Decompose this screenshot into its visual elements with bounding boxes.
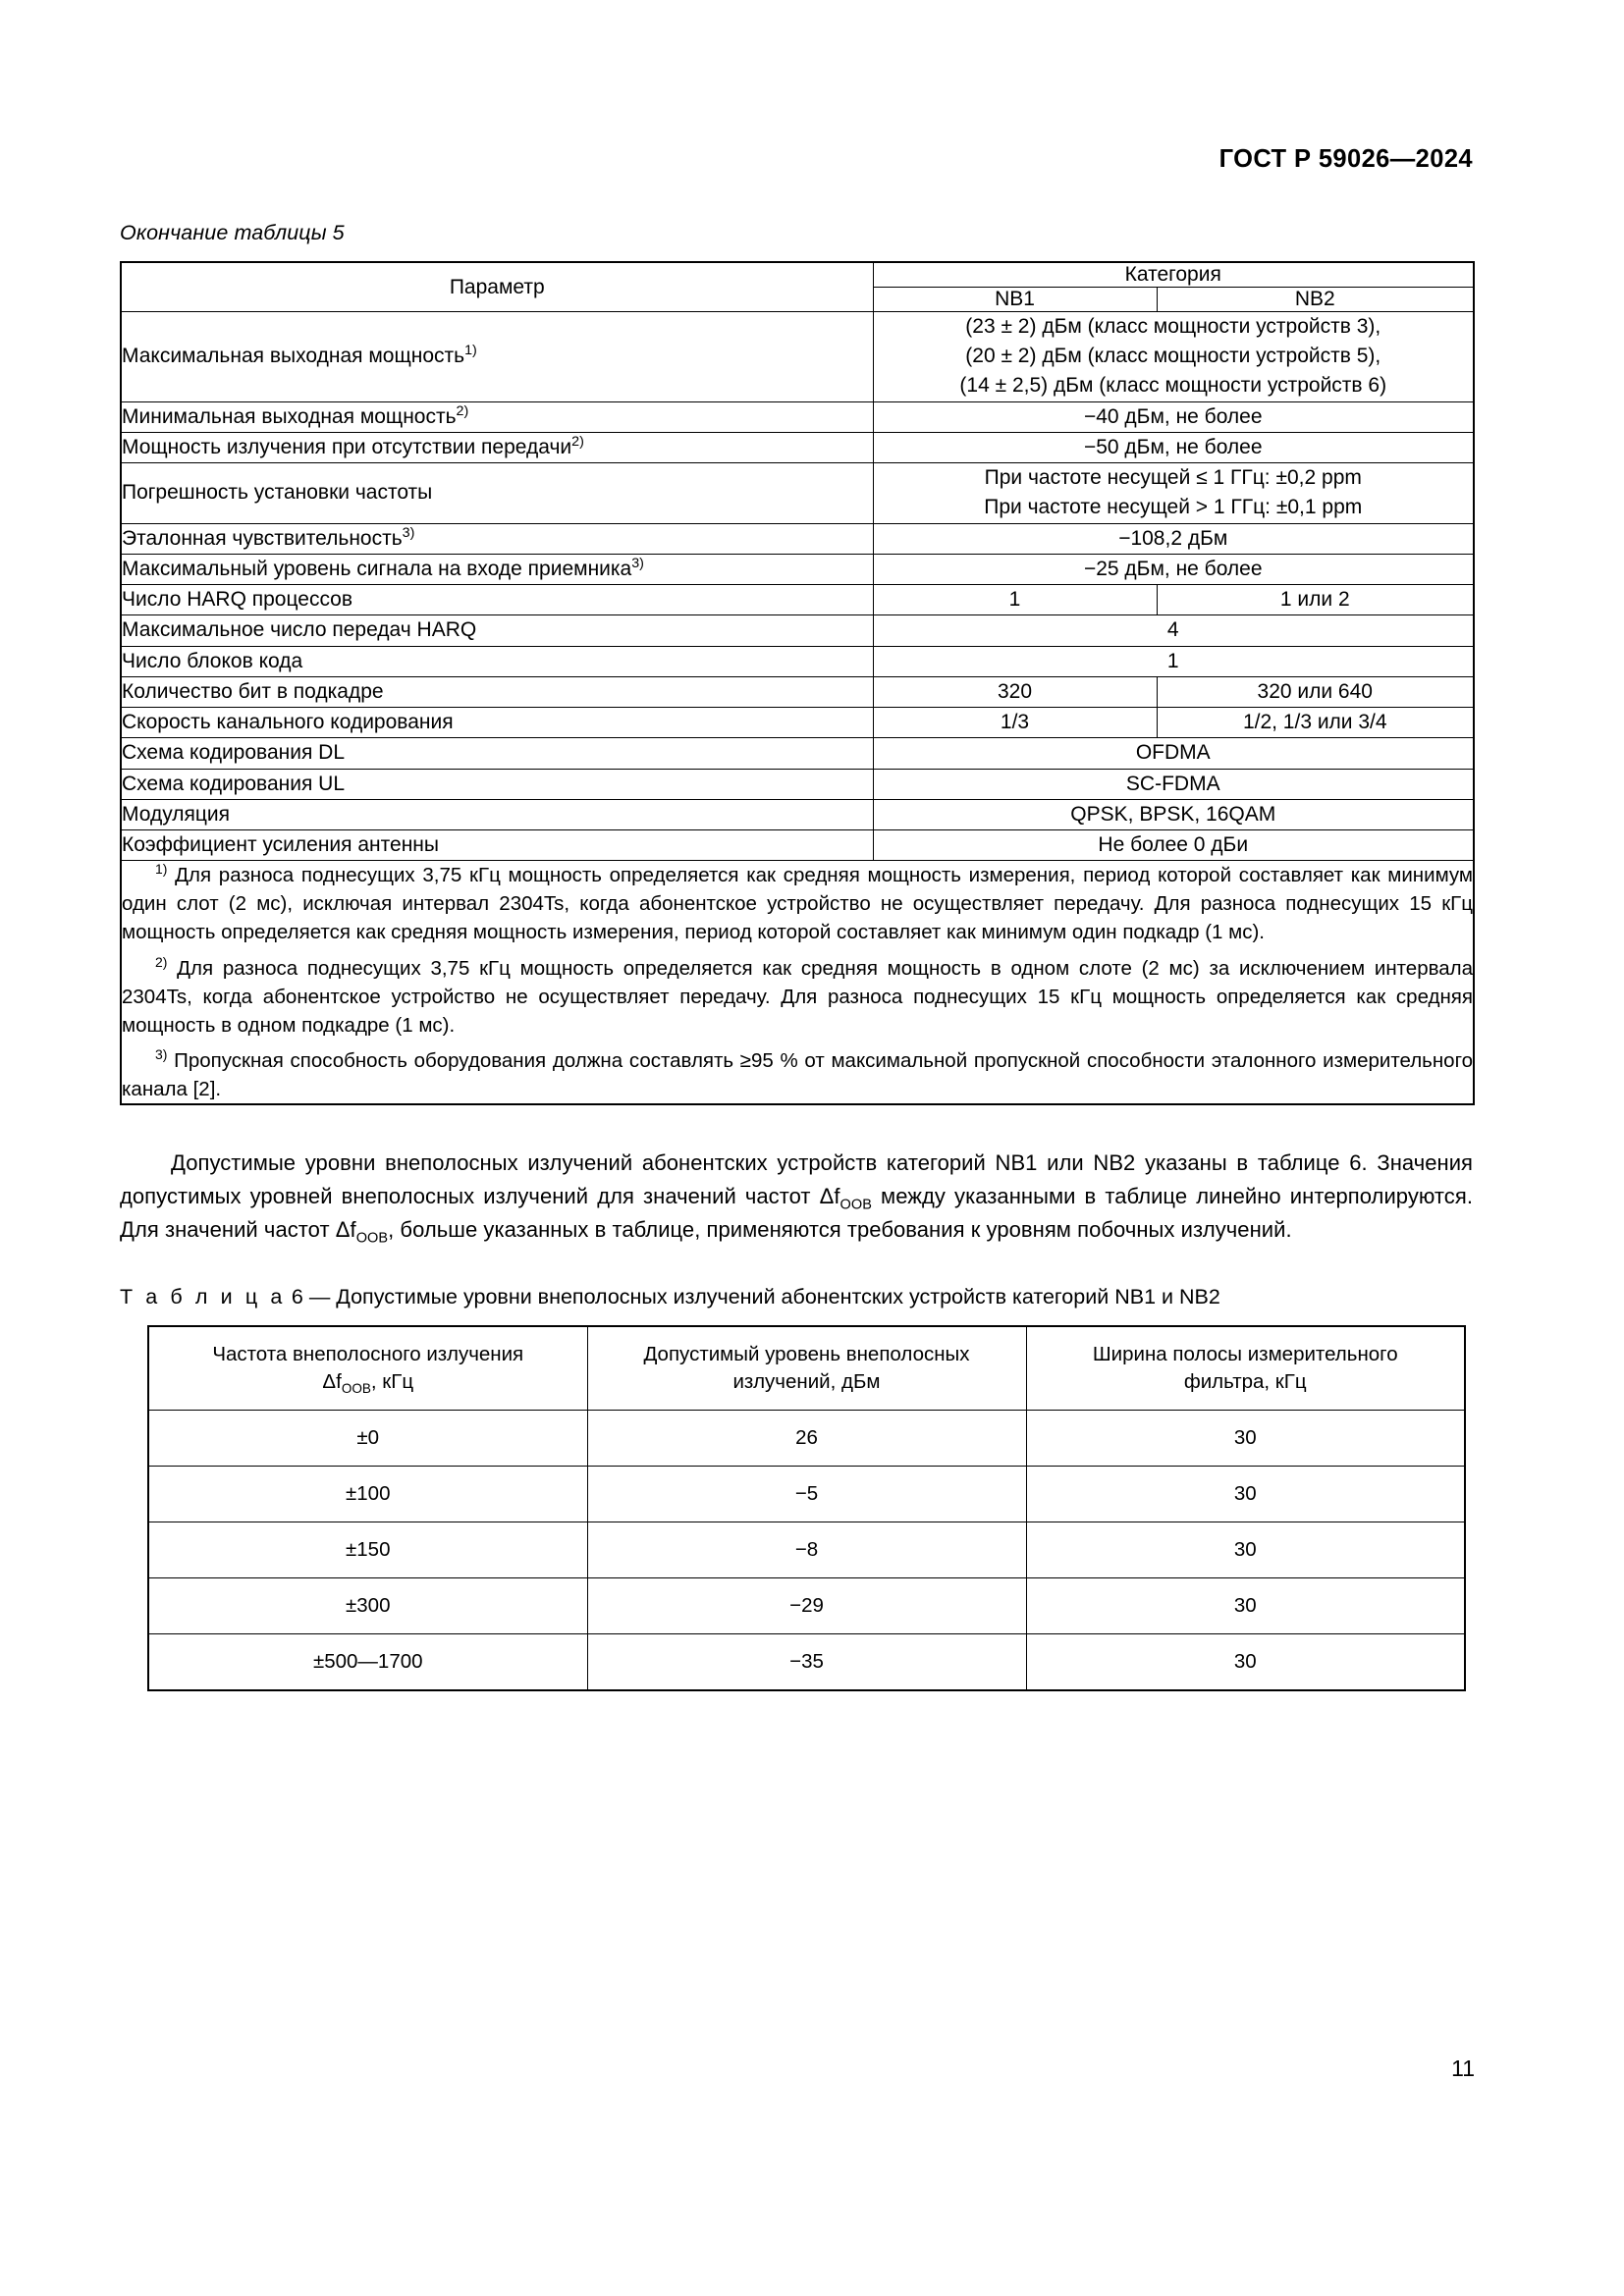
table-row <box>121 312 1474 402</box>
table5-value-line: (20 ± 2) дБм (класс мощности устройств 5), <box>965 345 1381 368</box>
table5-parameter-label: Максимальное число передач HARQ <box>122 618 477 642</box>
footnote <box>122 954 1473 1040</box>
body-paragraph-part1: Допустимые уровни внеполосных излучений абонентских устройств категорий NB1 или NB2 указаны в таблице 6. Значения допустимых уровней внеполосных излучений для значений частот <box>120 1150 1473 1208</box>
table5-value-line: SC-FDMA <box>1125 772 1220 795</box>
table5-value-line: (14 ± 2,5) дБм (класс мощности устройств 6) <box>959 374 1387 398</box>
delta-f-oob-header: $\Delta f_{OOB}$ <box>322 1370 371 1397</box>
table5-value-cell <box>873 523 1474 554</box>
table-row <box>121 738 1474 769</box>
table5-parameter-cell <box>121 312 873 402</box>
footnote-marker: 2) <box>456 402 469 419</box>
table5-value-cell <box>873 646 1474 676</box>
table5-header <box>121 262 1474 312</box>
footnote <box>122 861 1473 946</box>
body-paragraph-part2: между указанными в таблице линейно интерполируются. Для значений частот <box>120 1183 1473 1242</box>
table6-frequency-cell: ±300 <box>148 1578 587 1634</box>
table5-parameter-label: Эталонная чувствительность <box>122 526 403 550</box>
delta-f-oob-2: $\Delta f_{OOB}$ <box>335 1216 389 1247</box>
table5-parameter-label: Число HARQ процессов <box>122 588 353 612</box>
footnote-marker: 1) <box>464 343 477 359</box>
table-row <box>121 708 1474 738</box>
table6-caption-word: Т а б л и ц а <box>120 1284 286 1308</box>
footnote <box>122 1046 1473 1103</box>
table5-value-cell-nb1: 320 <box>873 676 1157 707</box>
table6-frequency-cell: ±500—1700 <box>148 1634 587 1691</box>
table6-level-cell: −8 <box>587 1522 1026 1578</box>
page-content <box>120 221 1473 1691</box>
footnote-text: Пропускная способность оборудования должна составлять ≥95 % от максимальной пропускной способности эталонного измерительного канала [2]. <box>122 1048 1474 1100</box>
table5-body <box>121 312 1474 861</box>
table5-value-line: −50 дБм, не более <box>1083 435 1263 458</box>
table5-parameter-label: Скорость канального кодирования <box>122 711 454 734</box>
table5-footnote-row <box>121 861 1474 1104</box>
table6-level-cell: −5 <box>587 1467 1026 1522</box>
table5-parameter-cell <box>121 738 873 769</box>
table6-header-frequency: Частота внеполосного излучения $\Delta f_{OOB}$, кГц <box>148 1326 587 1411</box>
table5-header-parameter: Параметр <box>121 262 873 312</box>
table5-parameter-label: Мощность излучения при отсутствии передачи <box>122 435 572 458</box>
table6-wrapper <box>147 1325 1464 1692</box>
table-row <box>121 463 1474 523</box>
footnote-marker: 3) <box>631 555 644 571</box>
table5-parameter-cell <box>121 676 873 707</box>
table5-parameter-cell <box>121 646 873 676</box>
table5-parameter-label: Количество бит в подкадре <box>122 679 384 703</box>
table5-parameter-label: Схема кодирования DL <box>122 741 346 765</box>
table5-value-cell <box>873 312 1474 402</box>
table5-value-cell <box>873 615 1474 646</box>
table5-value-cell <box>873 769 1474 799</box>
body-paragraph-part3: , больше указанных в таблице, применяются требования к уровням побочных излучений. <box>388 1216 1292 1242</box>
table6-bandwidth-cell: 30 <box>1026 1634 1465 1691</box>
table6-caption-dash: — <box>308 1284 331 1308</box>
table-row <box>121 554 1474 584</box>
footnote-text: Для разноса поднесущих 3,75 кГц мощность определяется как средняя мощность измерения, период которой составляет как минимум один слот (2 мс), исключая интервал 2304Ts, когда абонентское устройство не осуществляет передачу. Для разноса поднесущих 15 кГц мощность определяется как средняя мощность измерения, период которой составляет как минимум один подкадр (1 мс). <box>122 864 1474 944</box>
table6-frequency-cell: ±150 <box>148 1522 587 1578</box>
table5-value-line: −108,2 дБм <box>1118 526 1228 550</box>
table6-header-bandwidth: Ширина полосы измерительного фильтра, кГц <box>1026 1326 1465 1411</box>
table5-parameter-label: Минимальная выходная мощность <box>122 404 457 428</box>
table5-value-cell <box>873 738 1474 769</box>
table5-value-cell-nb1: 1/3 <box>873 708 1157 738</box>
table6-header-level: Допустимый уровень внеполосных излучений, дБм <box>587 1326 1026 1411</box>
table-row <box>121 646 1474 676</box>
table5-parameter-cell <box>121 615 873 646</box>
table5-value-cell <box>873 554 1474 584</box>
table5-parameter-label: Схема кодирования UL <box>122 772 346 795</box>
table6-bandwidth-cell: 30 <box>1026 1411 1465 1467</box>
table6-frequency-cell: ±0 <box>148 1411 587 1467</box>
table-row <box>121 799 1474 829</box>
table5-header-nb1: NB1 <box>873 288 1157 312</box>
table5-parameter-cell <box>121 585 873 615</box>
table-row <box>148 1634 1465 1691</box>
table5-parameter-cell <box>121 463 873 523</box>
table5-parameter-label: Погрешность установки частоты <box>122 481 433 505</box>
table5-parameter-cell <box>121 432 873 462</box>
table6-level-cell: 26 <box>587 1411 1026 1467</box>
table5-parameter-label: Максимальная выходная мощность <box>122 345 465 368</box>
table5-header-category: Категория <box>873 262 1474 288</box>
table-row <box>121 829 1474 860</box>
table5-value-cell <box>873 401 1474 432</box>
table5-parameter-cell <box>121 401 873 432</box>
table5-parameter-label: Число блоков кода <box>122 649 303 672</box>
table5-parameter-label: Максимальный уровень сигнала на входе приемника <box>122 557 632 580</box>
table5-parameter-cell <box>121 829 873 860</box>
running-header-standard-id: ГОСТ Р 59026—2024 <box>1218 145 1473 173</box>
table5-value-cell-nb2: 1/2, 1/3 или 3/4 <box>1157 708 1474 738</box>
table5-value-line: Не более 0 дБи <box>1098 832 1249 856</box>
table6-level-cell: −29 <box>587 1578 1026 1634</box>
table5-value-cell <box>873 829 1474 860</box>
table-row <box>121 676 1474 707</box>
footnote-marker: 1) <box>155 861 168 878</box>
table5-value-cell <box>873 799 1474 829</box>
table5-value-line: −40 дБм, не более <box>1083 404 1263 428</box>
page-number: 11 <box>1451 2056 1475 2081</box>
table5-footnote-cell <box>121 861 1474 1104</box>
footnote-marker: 2) <box>571 433 584 450</box>
table5-value-cell-nb2: 1 или 2 <box>1157 585 1474 615</box>
table5-parameter-cell <box>121 708 873 738</box>
table-row <box>148 1578 1465 1634</box>
table5-value-cell <box>873 432 1474 462</box>
table5-footnotes <box>121 861 1474 1104</box>
table6-level-cell: −35 <box>587 1634 1026 1691</box>
table-row <box>121 401 1474 432</box>
table5-parameter-cell <box>121 523 873 554</box>
table5-header-nb2: NB2 <box>1157 288 1474 312</box>
table6-body <box>148 1411 1465 1691</box>
table5-parameter-cell <box>121 769 873 799</box>
table5-value-line: При частоте несущей > 1 ГГц: ±0,1 ppm <box>984 496 1363 519</box>
table5-value-line: QPSK, BPSK, 16QAM <box>1070 802 1276 826</box>
table5-continued-caption: Окончание таблицы 5 <box>120 221 345 244</box>
table6-bandwidth-cell: 30 <box>1026 1522 1465 1578</box>
table6-caption <box>120 1282 1473 1311</box>
table6-header <box>148 1326 1465 1411</box>
table5-value-line: 1 <box>1166 649 1179 672</box>
table5-value-line: OFDMA <box>1135 741 1211 765</box>
table-row <box>121 769 1474 799</box>
table5-value-cell-nb2: 320 или 640 <box>1157 676 1474 707</box>
table5-value-cell <box>873 463 1474 523</box>
table6-caption-text: Допустимые уровни внеполосных излучений абонентских устройств категорий NB1 и NB2 <box>336 1284 1220 1308</box>
table6-bandwidth-cell: 30 <box>1026 1578 1465 1634</box>
table6-caption-number: 6 <box>291 1284 303 1308</box>
body-paragraph <box>120 1147 1473 1247</box>
delta-f-oob-1: $\Delta f_{OOB}$ <box>819 1183 872 1213</box>
table-row <box>121 615 1474 646</box>
table5-parameter-label: Модуляция <box>122 802 230 826</box>
table5-parameter-label: Коэффициент усиления антенны <box>122 833 439 857</box>
table6-frequency-cell: ±100 <box>148 1467 587 1522</box>
table-row <box>121 523 1474 554</box>
table-row <box>121 432 1474 462</box>
table5-parameter-cell <box>121 554 873 584</box>
table-6 <box>147 1325 1466 1692</box>
table5-value-cell-nb1: 1 <box>873 585 1157 615</box>
footnote-marker: 3) <box>402 524 415 541</box>
table5-value-line: (23 ± 2) дБм (класс мощности устройств 3), <box>965 315 1381 338</box>
footnote-marker: 2) <box>155 953 168 970</box>
table6-header-row <box>148 1326 1465 1411</box>
table6-bandwidth-cell: 30 <box>1026 1467 1465 1522</box>
table5-value-line: −25 дБм, не более <box>1083 557 1263 580</box>
table5-header-row-1 <box>121 262 1474 288</box>
table5-value-line: При частоте несущей ≤ 1 ГГц: ±0,2 ppm <box>984 466 1362 490</box>
table-row <box>121 585 1474 615</box>
table-row <box>148 1522 1465 1578</box>
table-5 <box>120 261 1475 1105</box>
table-row <box>148 1411 1465 1467</box>
footnote-marker: 3) <box>155 1046 168 1063</box>
table-row <box>148 1467 1465 1522</box>
footnote-text: Для разноса поднесущих 3,75 кГц мощность определяется как средняя мощность в одном слоте (2 мс) за исключением интервала 2304Ts, когда абонентское устройство не осуществляет передачу. Для разноса поднесущих 15 кГц мощность определяется как средняя мощность в одном подкадре (1 мс). <box>122 956 1474 1037</box>
table5-parameter-cell <box>121 799 873 829</box>
table5-value-line: 4 <box>1166 618 1179 642</box>
